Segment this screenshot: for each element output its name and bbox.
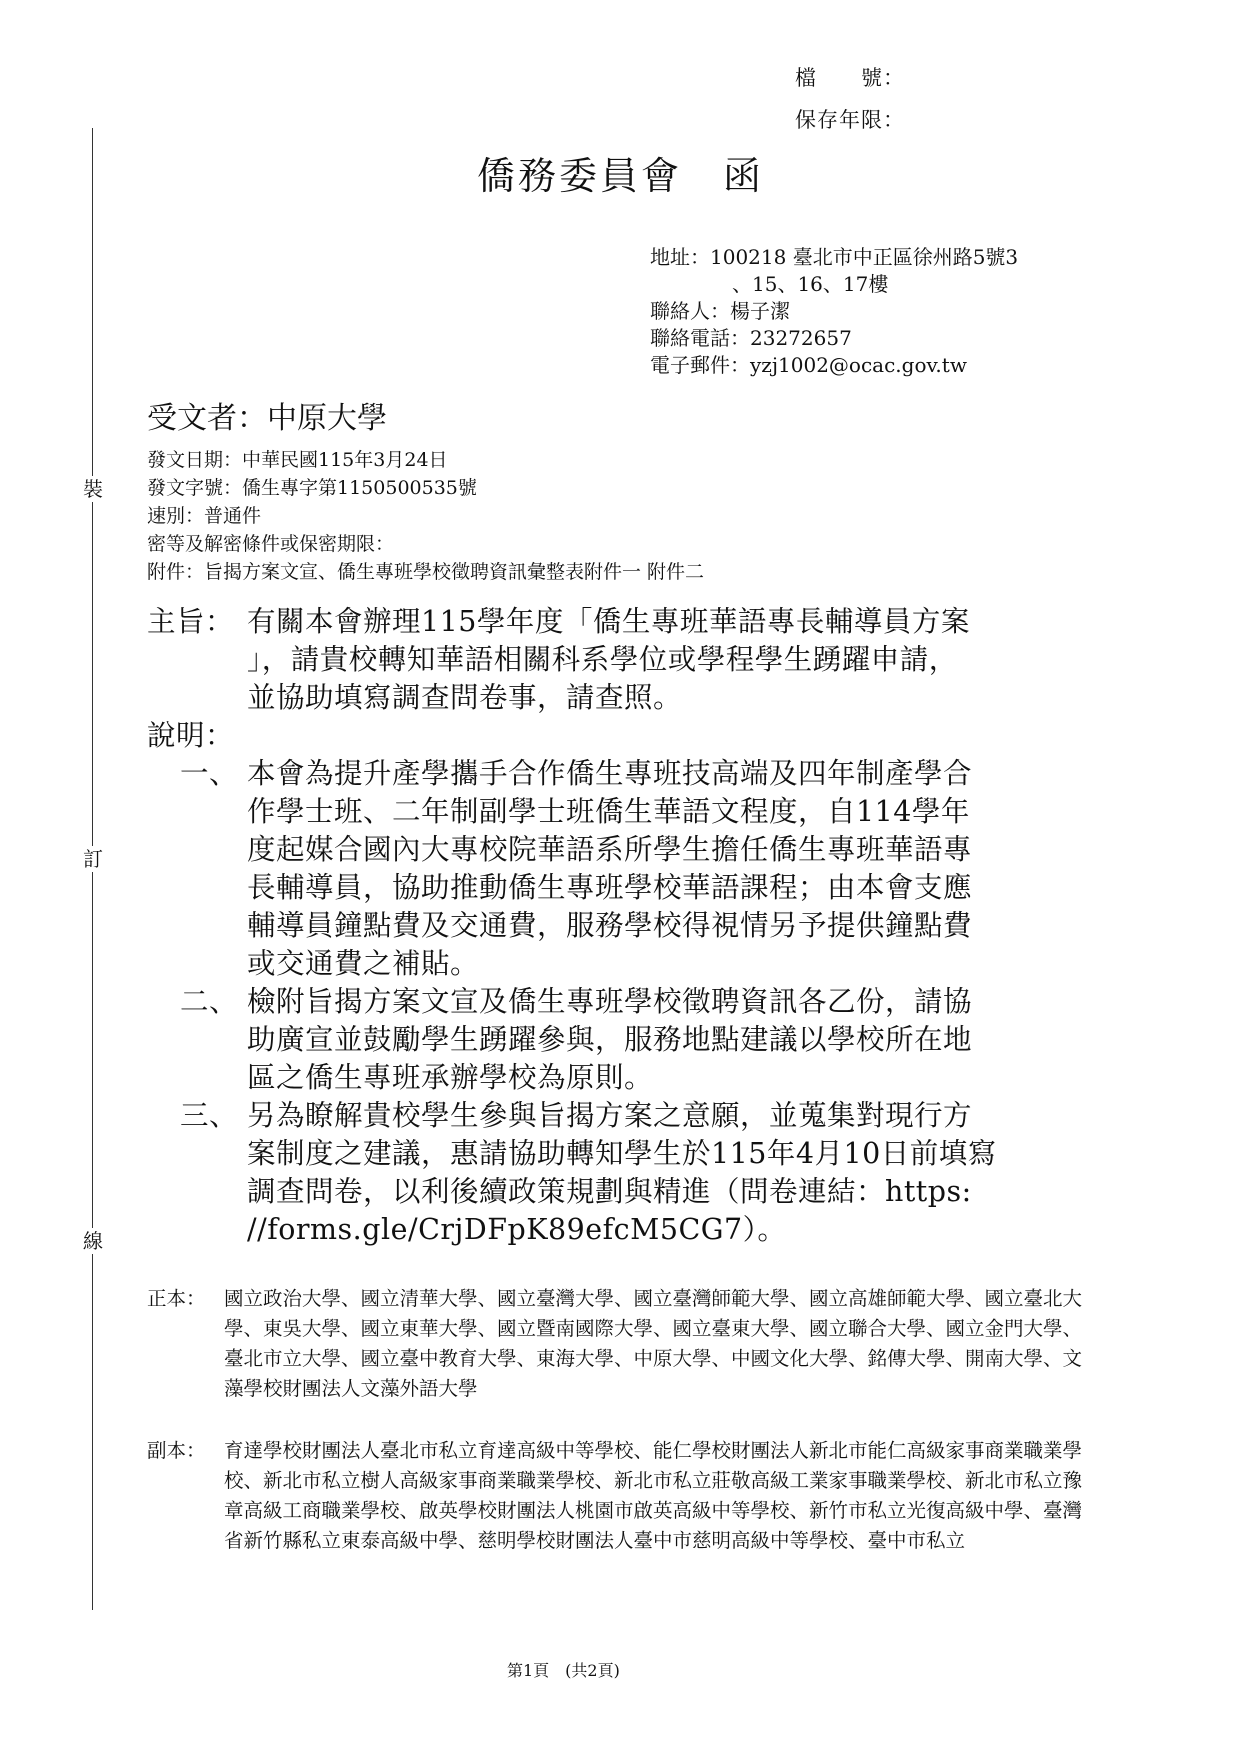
address-line-2: 、15、16、17樓 bbox=[732, 272, 889, 296]
recipient: 受文者：中原大學 bbox=[147, 401, 387, 436]
explanation-line: 長輔導員，協助推動僑生專班學校華語課程；由本會支應 bbox=[247, 871, 973, 904]
contact-email: 電子郵件：yzj1002@ocac.gov.tw bbox=[650, 353, 967, 377]
explanation-item-2 bbox=[247, 983, 972, 1097]
copy-recipients-list: 育達學校財團法人臺北市私立育達高級中等學校、能仁學校財團法人新北市能仁高級家事商業職業學校、新北市私立樹人高級家事商業職業學校、新北市私立莊敬高級工業家事職業學校、新北市私立豫章高級工商職業學校、啟英學校財團法人桃園市啟英高級中等學校、新竹市私立光復高級中學、臺灣省新竹縣私立東泰高級中學、慈明學校財團法人臺中市慈明高級中等學校、臺中市私立 bbox=[224, 1439, 1083, 1552]
explanation-line: 檢附旨揭方案文宣及僑生專班學校徵聘資訊各乙份，請協 bbox=[247, 985, 973, 1018]
explanation-item-number: 二、 bbox=[180, 985, 239, 1018]
explanation-item-number: 三、 bbox=[180, 1099, 239, 1132]
document-title: 僑務委員會 函 bbox=[477, 154, 765, 198]
subject-text bbox=[247, 603, 970, 717]
explanation-line: 度起媒合國內大專校院華語系所學生擔任僑生專班華語專 bbox=[247, 833, 973, 866]
explanation-line: 案制度之建議，惠請協助轉知學生於115年4月10日前填寫 bbox=[247, 1137, 997, 1170]
document-info bbox=[147, 446, 704, 586]
delivery-speed: 速別：普通件 bbox=[147, 505, 262, 527]
explanation-line: 本會為提升產學攜手合作僑生專班技高端及四年制產學合 bbox=[247, 757, 973, 790]
explanation-line: 調查問卷，以利後續政策規劃與精進（問卷連結：https: bbox=[247, 1175, 972, 1208]
copy-recipients-label: 副本： bbox=[147, 1439, 206, 1462]
binding-mark-xian: 線 bbox=[80, 1228, 106, 1254]
file-number-label: 檔 號： bbox=[795, 66, 905, 90]
explanation-line: //forms.gle/CrjDFpK89efcM5CG7）。 bbox=[247, 1213, 787, 1246]
explanation-item-3 bbox=[247, 1097, 997, 1249]
address-line-1: 地址：100218 臺北市中正區徐州路5號3 bbox=[650, 245, 1019, 269]
explanation-line: 另為瞭解貴校學生參與旨揭方案之意願，並蒐集對現行方 bbox=[247, 1099, 973, 1132]
contact-block bbox=[650, 244, 1018, 379]
explanation-line: 助廣宣並鼓勵學生踴躍參與，服務地點建議以學校所在地 bbox=[247, 1023, 973, 1056]
main-recipients-label: 正本： bbox=[147, 1287, 206, 1310]
explanation-line: 作學士班、二年制副學士班僑生華語文程度，自114學年 bbox=[247, 795, 970, 828]
issue-date: 發文日期：中華民國115年3月24日 bbox=[147, 449, 448, 471]
contact-phone: 聯絡電話：23272657 bbox=[650, 326, 852, 350]
binding-mark-ding: 訂 bbox=[80, 846, 106, 872]
subject-line: 有關本會辦理115學年度「僑生專班華語專長輔導員方案 bbox=[247, 605, 970, 638]
explanation-item-number: 一、 bbox=[180, 757, 239, 790]
explanation-line: 輔導員鐘點費及交通費，服務學校得視情另予提供鐘點費 bbox=[247, 909, 973, 942]
explanation-line: 區之僑生專班承辦學校為原則。 bbox=[247, 1061, 654, 1094]
explanation-item-1 bbox=[247, 755, 972, 983]
subject-label: 主旨： bbox=[147, 605, 235, 638]
retention-period-label: 保存年限： bbox=[795, 108, 905, 132]
document-number: 發文字號：僑生專字第1150500535號 bbox=[147, 477, 477, 499]
binding-mark-zhuang: 裝 bbox=[80, 476, 106, 502]
explanation-line: 或交通費之補貼。 bbox=[247, 947, 480, 980]
explanation-label: 說明： bbox=[147, 719, 235, 752]
subject-line: 」，請貴校轉知華語相關科系學位或學程學生踴躍申請， bbox=[247, 643, 958, 676]
main-recipients-list: 國立政治大學、國立清華大學、國立臺灣大學、國立臺灣師範大學、國立高雄師範大學、國立臺北大學、東吳大學、國立東華大學、國立暨南國際大學、國立臺東大學、國立聯合大學、國立金門大學、臺北市立大學、國立臺中教育大學、東海大學、中原大學、中國文化大學、銘傳大學、開南大學、文藻學校財團法人文藻外語大學 bbox=[224, 1287, 1083, 1400]
attachments: 附件：旨揭方案文宣、僑生專班學校徵聘資訊彙整表附件一 附件二 bbox=[147, 561, 705, 583]
subject-line: 並協助填寫調查問卷事，請查照。 bbox=[247, 681, 683, 714]
contact-person: 聯絡人：楊子潔 bbox=[650, 299, 790, 323]
page-number: 第1頁 (共2頁) bbox=[507, 1661, 620, 1680]
security-level: 密等及解密條件或保密期限： bbox=[147, 533, 395, 555]
